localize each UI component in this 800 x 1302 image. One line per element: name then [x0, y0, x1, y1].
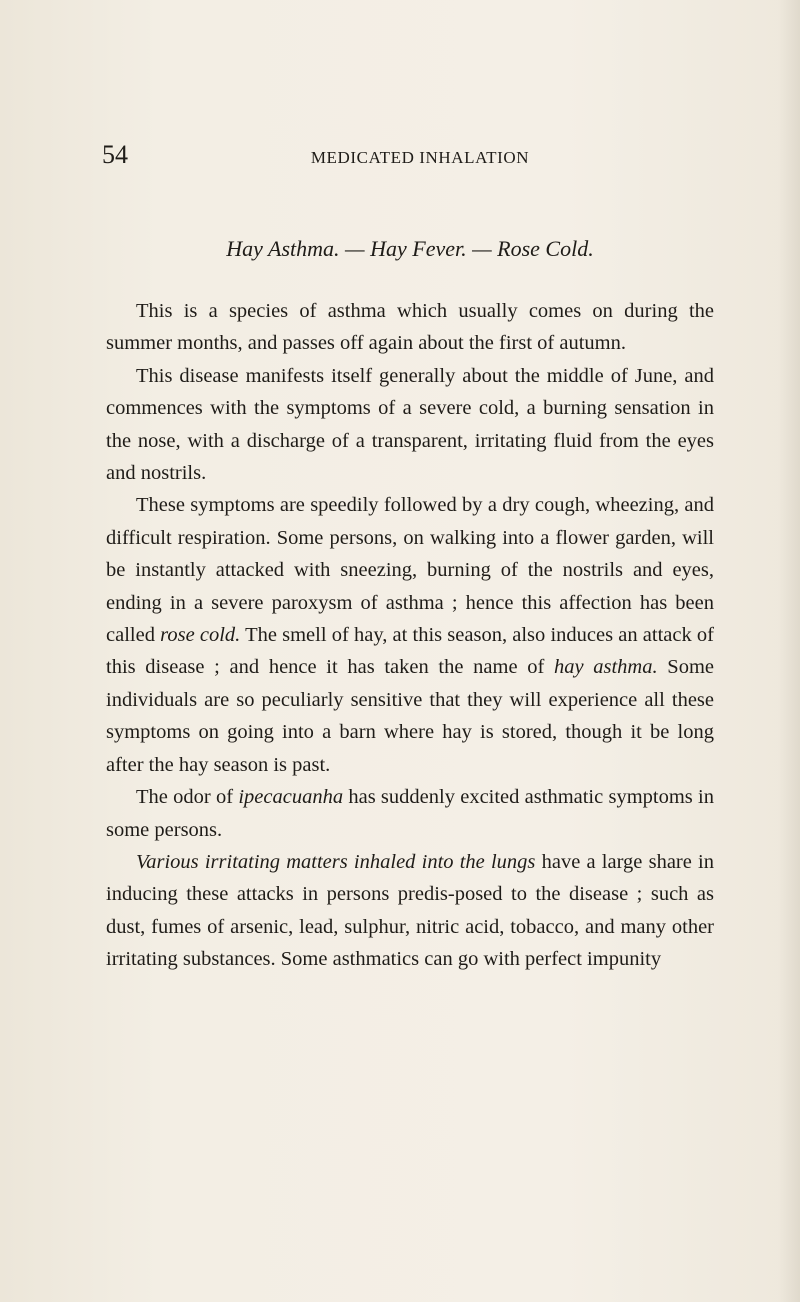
paragraph-3-part-c: Some individuals are so peculiarly sensitive that they will experience all these symptoms on going into a barn where hay is stored, though it be long after the hay season is past.	[106, 656, 714, 776]
running-head: MEDICATED INHALATION	[310, 148, 530, 167]
ipecacuanha-term: ipecacuanha	[238, 786, 344, 809]
paragraph-4-part-b: has suddenly excited asthmatic symptoms in some persons.	[106, 786, 714, 841]
paragraph-4	[106, 781, 714, 846]
paragraph-5	[106, 846, 714, 976]
section-heading: Hay Asthma. — Hay Fever. — Rose Cold.	[226, 236, 594, 261]
paragraph-4-part-a: The odor of	[136, 786, 239, 809]
rose-cold-term: rose cold.	[160, 624, 241, 647]
page-edge-shadow	[778, 0, 800, 1302]
page-number: 54	[102, 140, 128, 169]
paragraph-3-part-a: These symptoms are speedily followed by a dry cough, wheezing, and difficult respiration. Some persons, on walking into a flower garden, will be instantly attacked with sneezing, burning of the nostrils and eyes, ending in a severe paroxysm of asthma ; hence this affection has been called	[106, 494, 714, 647]
paragraph-3	[106, 489, 714, 781]
paragraph-1: This is a species of asthma which usually comes on during the summer months, and passes off again about the first of autumn.	[106, 300, 714, 355]
paragraph-2: This disease manifests itself generally about the middle of June, and commences with the symptoms of a severe cold, a burning sensation in the nose, with a discharge of a transparent, irritating fluid from the eyes and nostrils.	[106, 364, 714, 485]
body-text	[106, 295, 714, 976]
paragraph-5-part-b: have a large share in inducing these attacks in persons predis-posed to the disease ; such as dust, fumes of arsenic, lead, sulphur, nitric acid, tobacco, and many other irritating substances. Some asthmatics can go with perfect impunity	[106, 850, 714, 971]
paragraph-3-part-b: The smell of hay, at this season, also induces an attack of this disease ; and hence it has taken the name of	[106, 624, 714, 679]
irritating-matters-phrase: Various irritating matters inhaled into the lungs	[136, 850, 536, 873]
hay-asthma-term: hay asthma.	[553, 656, 658, 679]
